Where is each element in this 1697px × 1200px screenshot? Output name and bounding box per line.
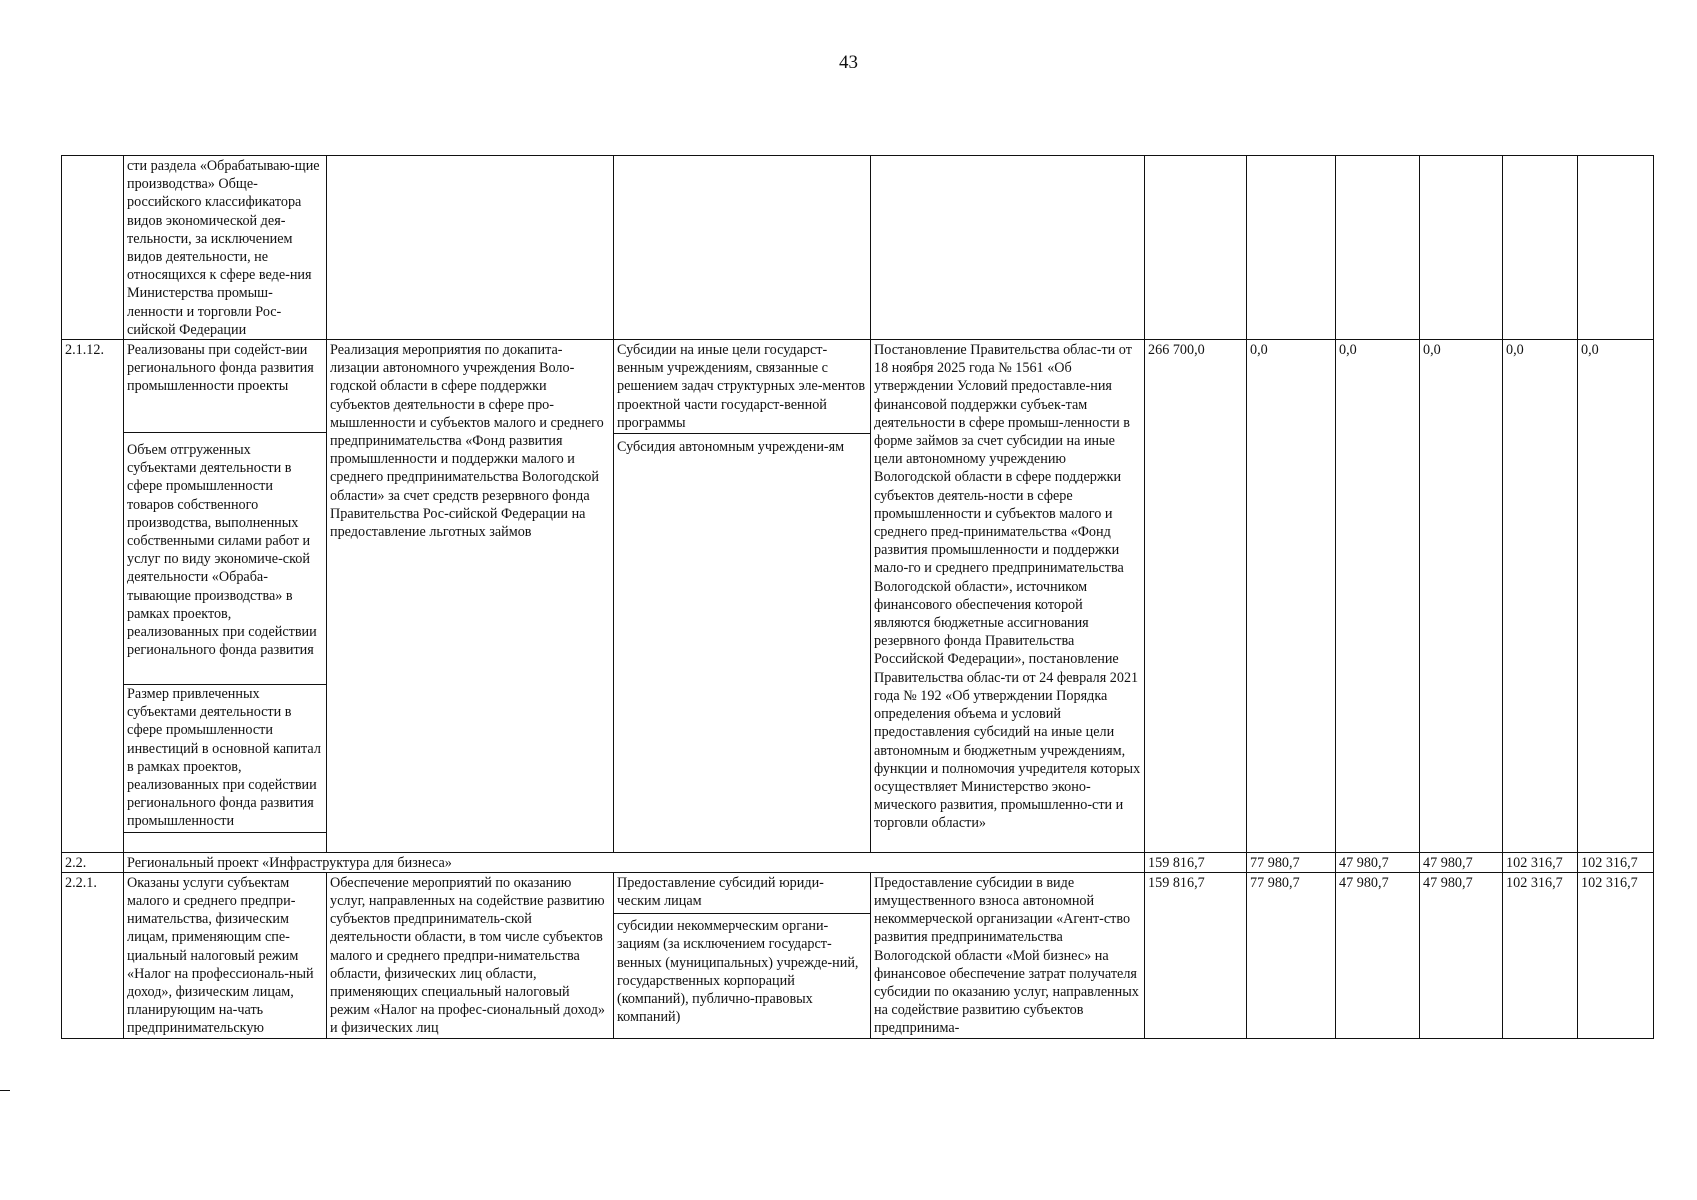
cell-value: 159 816,7 — [1145, 852, 1247, 872]
table-row-2-1-12 — [62, 340, 1654, 833]
cell-value: 0,0 — [1336, 340, 1420, 853]
result-title: Реализованы при содейст-вии регионального фонда развития промышленности проекты — [124, 341, 326, 433]
cell-result: сти раздела «Обрабатываю-щие производства» Обще-российского классификатора видов экономической дея-тельности, за исключением видов деятельности, не относящихся к сфере веде-ния Министерства промыш-ленности и торговли Рос-сийской Федерации — [124, 156, 327, 340]
cell-num: 2.2.1. — [62, 872, 124, 1038]
cell-value — [1503, 156, 1578, 340]
cell-basis — [871, 156, 1145, 340]
cell-result: Оказаны услуги субъектам малого и среднего предпри-нимательства, физическим лицам, применяющим спе-циальный налоговый режим «Налог на профессиональ-ный доход», физическим лицам, планирующим на-чать предпринимательскую — [124, 872, 327, 1038]
cell-result — [124, 340, 327, 833]
cell-value: 102 316,7 — [1503, 872, 1578, 1038]
cell-value: 0,0 — [1420, 340, 1503, 853]
cell-value: 102 316,7 — [1578, 852, 1654, 872]
type-subsidy-nonprofit: субсидии некоммерческим органи-зациям (за исключением государст-венных (муниципальных) учрежде-ний, государственных корпораций (компаний), публично-правовых компаний) — [617, 918, 859, 1026]
type-subsidy-other: Субсидии на иные цели государст-венным учреждениям, связанные с решением задач структурных эле-ментов проектной части государст-венной программы — [614, 341, 870, 434]
cell-measure: Обеспечение мероприятий по оказанию услуг, направленных на содействие развитию субъектов предприниматель-ской деятельности области, в том числе субъектов малого и среднего предпри-нимательства области, физических лиц области, применяющих специальный налоговый режим «Налог на профес-сиональный доход» и физических лиц — [327, 872, 614, 1038]
cell-num: 2.2. — [62, 852, 124, 872]
cell-value: 77 980,7 — [1247, 872, 1336, 1038]
cell-value: 77 980,7 — [1247, 852, 1336, 872]
cell-value — [1578, 156, 1654, 340]
cell-project-title: Региональный проект «Инфраструктура для бизнеса» — [124, 852, 1145, 872]
cell-type — [614, 872, 871, 1038]
cell-basis: Постановление Правительства облас-ти от 18 ноября 2025 года № 1561 «Об утверждении Условий предоставле-ния финансовой поддержки субъек-там деятельности в сфере промыш-ленности в форме займов за счет субсидии на иные цели автономному учреждению Вологодской области в сфере поддержки субъектов деятель-ности в сфере промышленности и субъектов малого и среднего пред-принимательства «Фонд развития промышленности и поддержки мало-го и среднего предпринимательства Вологодской области», источником финансового обеспечения которой являются бюджетные ассигнования резервного фонда Правительства Российской Федерации», постановление Правительства облас-ти от 24 февраля 2021 года № 192 «Об утверждении Порядка определения объема и условий предоставления субсидий на иные цели автономным и бюджетным учреждениям, функции и полномочия учредителя которых осуществляет Министерство эконо-мического развития, промышленно-сти и торговли области» — [871, 340, 1145, 853]
indicator-investments: Размер привлеченных субъектами деятельности в сфере промышленности инвестиций в основной капитал в рамках проектов, реализованных при содействии регионального фонда развития промышленности — [127, 686, 321, 830]
cell-value: 47 980,7 — [1336, 852, 1420, 872]
indicator-shipped-goods: Объем отгруженных субъектами деятельности в сфере промышленности товаров собственного производства, выполненных собственными силами работ и услуг по виду экономиче-ской деятельности «Обраба-тывающие производства» в рамках проектов, реализованных при содействии регионального фонда развития — [124, 433, 326, 685]
page-number: 43 — [839, 52, 858, 73]
type-subsidy-autonomous: Субсидия автономным учреждени-ям — [617, 439, 845, 456]
cell-value — [1336, 156, 1420, 340]
cell-value: 47 980,7 — [1420, 872, 1503, 1038]
cell-basis: Предоставление субсидии в виде имущественного взноса автономной некоммерческой организации «Агент-ство развития предпринимательства Вологодской области «Мой бизнес» на финансовое обеспечение затрат получателя субсидии по оказанию услуг, направленных на содействие развитию субъектов предпринима- — [871, 872, 1145, 1038]
cell-measure — [327, 156, 614, 340]
cell-type — [614, 340, 871, 853]
table-row-continuation — [62, 156, 1654, 340]
table-row-2-2-1 — [62, 872, 1654, 1038]
cell-num: 2.1.12. — [62, 340, 124, 853]
table-row-2-2 — [62, 852, 1654, 872]
cell-value: 102 316,7 — [1503, 852, 1578, 872]
cell-empty — [124, 832, 327, 852]
cell-value — [1145, 156, 1247, 340]
cell-value: 0,0 — [1503, 340, 1578, 853]
cell-value: 159 816,7 — [1145, 872, 1247, 1038]
cell-value: 47 980,7 — [1336, 872, 1420, 1038]
cell-measure: Реализация мероприятия по докапита-лизации автономного учреждения Воло-годской области в сфере поддержки субъектов деятельности в сфере про-мышленности и субъектов малого и среднего предпринимательства «Фонд развития промышленности и поддержки малого и среднего предпринимательства Вологодской области» за счет средств резервного фонда Правительства Рос-сийской Федерации на предоставление льготных займов — [327, 340, 614, 853]
cell-value — [1420, 156, 1503, 340]
type-subsidy-legal: Предоставление субсидий юриди-ческим лицам — [614, 874, 870, 914]
cell-num — [62, 156, 124, 340]
margin-tick — [0, 1090, 10, 1091]
cell-value: 266 700,0 — [1145, 340, 1247, 853]
cell-value: 47 980,7 — [1420, 852, 1503, 872]
cell-value: 0,0 — [1578, 340, 1654, 853]
cell-value: 0,0 — [1247, 340, 1336, 853]
cell-value: 102 316,7 — [1578, 872, 1654, 1038]
subsidy-table — [61, 155, 1654, 1039]
cell-value — [1247, 156, 1336, 340]
cell-type — [614, 156, 871, 340]
